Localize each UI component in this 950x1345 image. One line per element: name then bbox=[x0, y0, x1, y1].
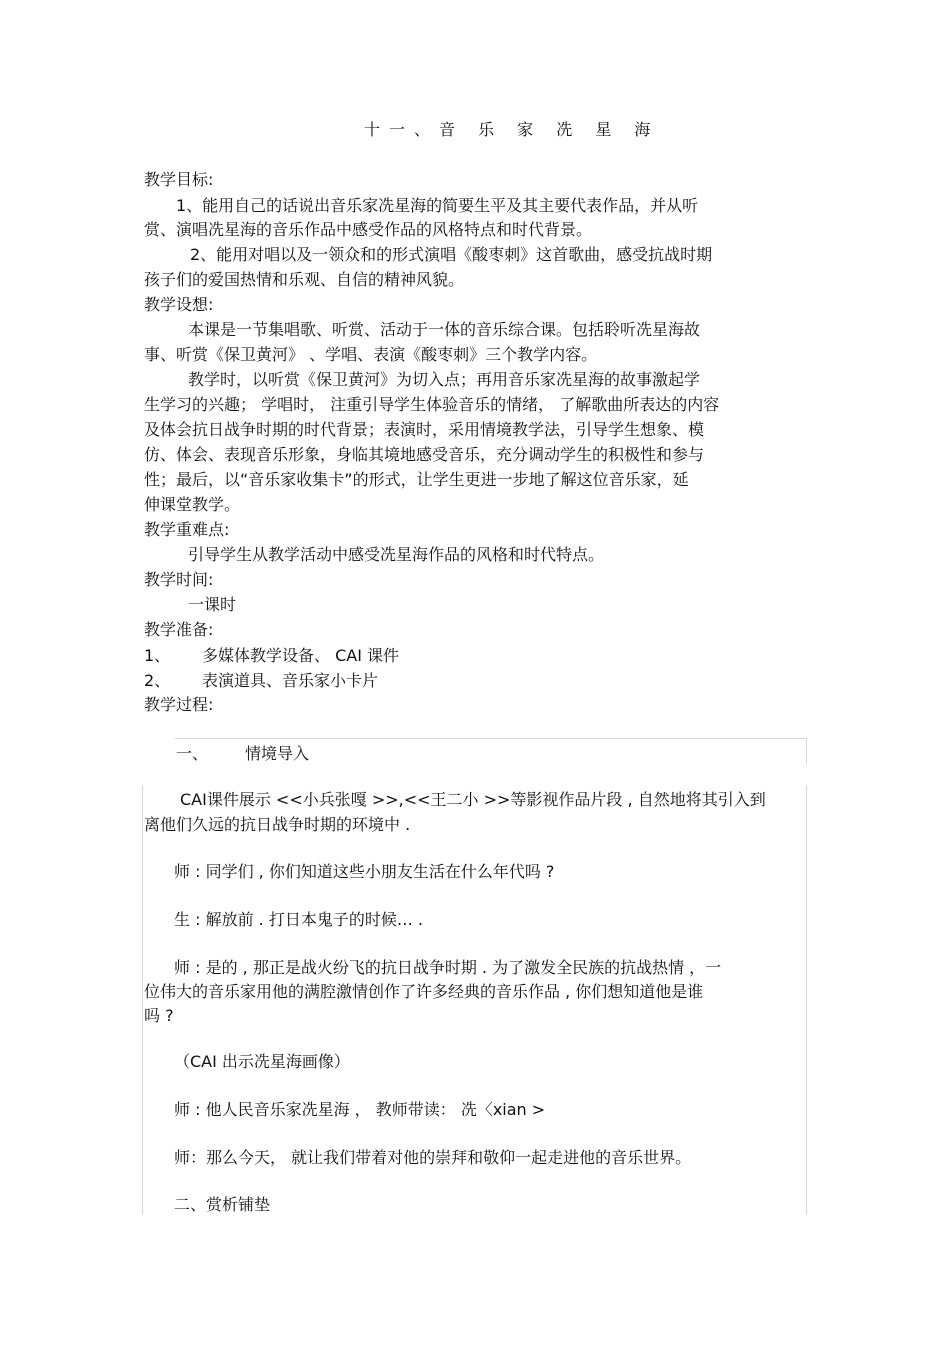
paragraph-1-line-1: CAI课件展示 <<小兵张嘎 >>,<<王二小 >>等影视作品片段 , 自然地将其引入到 bbox=[180, 790, 766, 809]
table-right-border bbox=[806, 786, 807, 1214]
dialogue-teacher-2-line-2: 位伟大的音乐家用他的满腔激情创作了许多经典的音乐作品 , 你们想知道他是谁 bbox=[144, 982, 704, 1001]
concept-line-4: 生学习的兴趣； 学唱时， 注重引导学生体验音乐的情绪， 了解歌曲所表达的内容 bbox=[144, 395, 720, 414]
concept-line-6: 仿、体会、表现音乐形象，身临其境地感受音乐，充分调动学生的积极性和参与 bbox=[144, 445, 705, 464]
goals-line-2: 赏、演唱冼星海的音乐作品中感受作品的风格特点和时代背景。 bbox=[144, 220, 593, 239]
dialogue-teacher-4: 师：那么今天， 就让我们带着对他的崇拜和敬仰一起走进他的音乐世界。 bbox=[174, 1148, 692, 1167]
dialogue-teacher-2-line-3: 吗 ? bbox=[144, 1006, 174, 1025]
prep-item-1-text: 多媒体教学设备、 CAI 课件 bbox=[202, 646, 400, 665]
section-1-number: 一、 bbox=[176, 744, 209, 763]
difficulty-heading: 教学重难点: bbox=[144, 520, 230, 539]
section-1-title: 情境导入 bbox=[245, 744, 310, 763]
concept-line-7: 性；最后，以“音乐家收集卡”的形式，让学生更进一步地了解这位音乐家，延 bbox=[144, 470, 689, 489]
prep-heading: 教学准备: bbox=[144, 620, 214, 639]
concept-line-1: 本课是一节集唱歌、听赏、活动于一体的音乐综合课。包括聆听冼星海故 bbox=[188, 320, 701, 339]
process-heading: 教学过程: bbox=[144, 695, 214, 714]
concept-line-8: 伸课堂教学。 bbox=[144, 495, 241, 514]
concept-heading: 教学设想: bbox=[144, 295, 214, 314]
concept-line-3: 教学时，以听赏《保卫黄河》为切入点；再用音乐家冼星海的故事激起学 bbox=[188, 370, 701, 389]
time-heading: 教学时间: bbox=[144, 570, 214, 589]
dialogue-student-1: 生 : 解放前 . 打日本鬼子的时候… . bbox=[174, 910, 423, 929]
cai-note: （CAI 出示冼星海画像） bbox=[174, 1052, 350, 1071]
goals-line-3: 2、能用对唱以及一领众和的形式演唱《酸枣刺》这首歌曲，感受抗战时期 bbox=[190, 245, 713, 264]
goals-heading: 教学目标: bbox=[144, 170, 214, 189]
concept-line-5: 及体会抗日战争时期的时代背景；表演时，采用情境教学法，引导学生想象、模 bbox=[144, 420, 705, 439]
prep-item-2-number: 2、 bbox=[144, 671, 171, 690]
table-left-border bbox=[142, 786, 143, 1214]
prep-item-2-text: 表演道具、音乐家小卡片 bbox=[202, 671, 379, 690]
section-2-title: 二、赏析铺垫 bbox=[174, 1195, 271, 1214]
page-title: 十一、音 乐 家 冼 星 海 bbox=[364, 120, 660, 139]
table-top-border bbox=[175, 738, 807, 739]
table-right-border-top bbox=[806, 738, 807, 764]
prep-item-1-number: 1、 bbox=[144, 646, 171, 665]
difficulty-line-1: 引导学生从教学活动中感受冼星海作品的风格和时代特点。 bbox=[188, 545, 605, 564]
dialogue-teacher-3: 师 : 他人民音乐家冼星海 ， 教师带读： 冼〈xian > bbox=[174, 1100, 546, 1119]
goals-line-4: 孩子们的爱国热情和乐观、自信的精神风貌。 bbox=[144, 270, 465, 289]
time-line-1: 一课时 bbox=[188, 595, 237, 614]
paragraph-1-line-2: 离他们久远的抗日战争时期的环境中 . bbox=[144, 815, 411, 834]
dialogue-teacher-1: 师 : 同学们 , 你们知道这些小朋友生活在什么年代吗 ? bbox=[174, 862, 555, 881]
goals-line-1: 1、能用自己的话说出音乐家冼星海的简要生平及其主要代表作品，并从听 bbox=[176, 196, 699, 215]
concept-line-2: 事、听赏《保卫黄河》 、学唱、表演《酸枣刺》三个教学内容。 bbox=[144, 345, 598, 364]
dialogue-teacher-2-line-1: 师 : 是的 , 那正是战火纷飞的抗日战争时期 . 为了激发全民族的抗战热情 ，一 bbox=[174, 958, 722, 977]
